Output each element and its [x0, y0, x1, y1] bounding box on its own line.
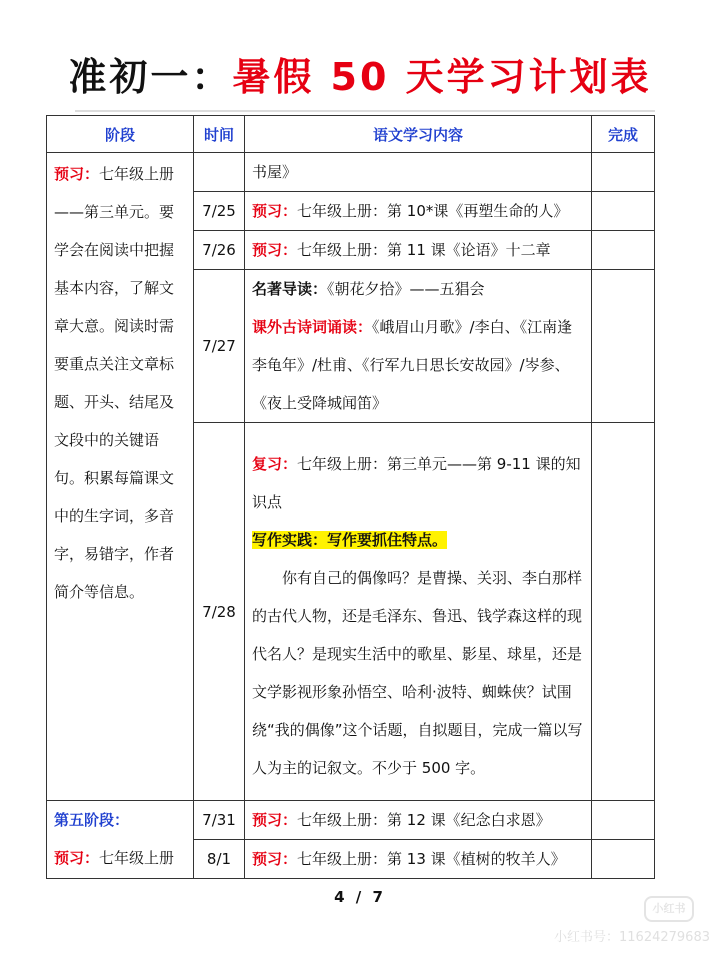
header-content: 语文学习内容 — [245, 116, 592, 153]
stage-description: 七年级上册——第三单元。要学会在阅读中把握基本内容，了解文章大意。阅读时需要重点关注文章标题、开头、结尾及文段中的关键语句。积累每篇课文中的生字词，多音字，易错字，作者简介等信息。 — [54, 165, 175, 601]
page-number: 4 / 7 — [334, 888, 386, 906]
stage-cell — [47, 153, 194, 801]
content-cell — [245, 423, 592, 801]
table-row — [47, 153, 655, 192]
stage-label: 预习： — [54, 165, 100, 183]
date-cell: 7/26 — [194, 231, 245, 270]
header-stage: 阶段 — [47, 116, 194, 153]
content-cell — [245, 801, 592, 840]
title-divider — [75, 110, 655, 112]
page-title — [0, 52, 720, 102]
classic-reading-text: 《朝花夕拾》——五猖会 — [327, 280, 485, 298]
date-cell: 7/25 — [194, 192, 245, 231]
content-text: 七年级上册：第 10*课《再塑生命的人》 — [297, 202, 569, 220]
review-label: 复习： — [252, 454, 298, 473]
date-cell: 7/28 — [194, 423, 245, 801]
watermark-logo-text: 小红书 — [652, 902, 686, 915]
stage-five-sub-text: 七年级上册 — [99, 849, 175, 867]
done-checkbox-cell[interactable] — [592, 270, 655, 423]
stage-cell — [47, 801, 194, 879]
header-done: 完成 — [592, 116, 655, 153]
table-row — [47, 801, 655, 840]
done-checkbox-cell[interactable] — [592, 801, 655, 840]
table-header-row — [47, 116, 655, 153]
content-label: 预习： — [252, 241, 298, 259]
content-cell — [245, 840, 592, 879]
writing-prompt: 你有自己的偶像吗？是曹操、关羽、李白那样的古代人物，还是毛泽东、鲁迅、钱学森这样的现代名人？是现实生活中的歌星、影星、球星，还是文学影视形象孙悟空、哈利·波特、蜘蛛侠？试围绕“我的偶像”这个话题，自拟题目，完成一篇以写人为主的记叙文。不少于 500 字。 — [252, 568, 583, 777]
content-text: 七年级上册：第 11 课《论语》十二章 — [297, 241, 551, 259]
content-text: 七年级上册：第 13 课《植树的牧羊人》 — [297, 850, 566, 868]
content-text: 七年级上册：第 12 课《纪念白求恩》 — [297, 811, 551, 829]
title-prefix: 准初一： — [68, 55, 233, 99]
done-checkbox-cell[interactable] — [592, 231, 655, 270]
content-label: 预习： — [252, 850, 298, 868]
stage-five-label: 第五阶段： — [54, 811, 130, 829]
study-plan-table — [46, 115, 655, 879]
date-cell: 8/1 — [194, 840, 245, 879]
done-checkbox-cell[interactable] — [592, 192, 655, 231]
content-cell — [245, 270, 592, 423]
header-time: 时间 — [194, 116, 245, 153]
poetry-text: 《峨眉山月歌》/李白、《江南逢李龟年》/杜甫、《行军九日思长安故园》/岑参、《夜上受降城闻笛》 — [252, 318, 573, 412]
done-checkbox-cell[interactable] — [592, 840, 655, 879]
content-cell — [245, 192, 592, 231]
classic-reading-label: 名著导读： — [252, 280, 328, 298]
watermark-id: 小红书号：11624279683 — [554, 930, 710, 945]
date-cell: 7/31 — [194, 801, 245, 840]
poetry-label: 课外古诗词诵读： — [252, 318, 373, 336]
writing-practice-label: 写作实践：写作要抓住特点。 — [252, 530, 448, 549]
title-main: 暑假 50 天学习计划表 — [232, 55, 652, 99]
done-checkbox-cell[interactable] — [592, 423, 655, 801]
done-checkbox-cell[interactable] — [592, 153, 655, 192]
content-cell — [245, 153, 592, 192]
stage-five-sub-label: 预习： — [54, 849, 100, 867]
watermark-logo — [644, 896, 694, 922]
date-cell — [194, 153, 245, 192]
content-label: 预习： — [252, 811, 298, 829]
content-cell — [245, 231, 592, 270]
date-cell: 7/27 — [194, 270, 245, 423]
review-text: 七年级上册：第三单元——第 9-11 课的知识点 — [252, 454, 581, 511]
content-text: 书屋》 — [252, 163, 298, 181]
content-label: 预习： — [252, 202, 298, 220]
